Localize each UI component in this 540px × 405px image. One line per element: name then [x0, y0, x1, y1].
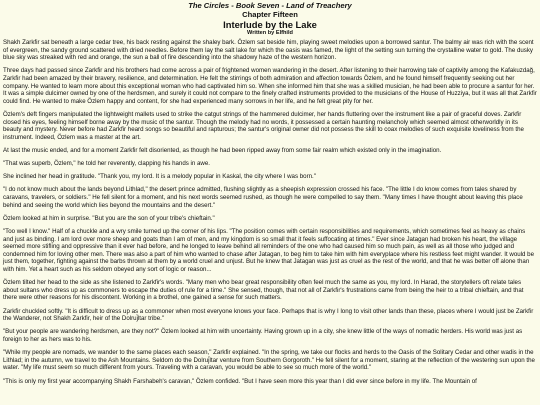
paragraph: "That was superb, Özlem," he told her reverently, clapping his hands in awe. [3, 160, 210, 168]
paragraph: At last the music ended, and for a moment Zarkfir felt disoriented, as though he had been ripped away from some fair realm which existed only in the imagination. [3, 146, 442, 154]
paragraph: "But your people are wandering herdsmen, are they not?" Özlem looked at him with uncertainty. Having grown up in a city, she knew little of the ways of nomadic herders. His world was just as foreign to her as hers was to his. [3, 328, 523, 343]
paragraph: "I do not know much about the lands beyond Lithlad," the desert prince admitted, flushing slightly as a sheepish expression crossed his face. "The little I do know comes from tales shared by caravans, travelers, or soldiers." He fell silent for a moment, and his next words seemed rushed, as though he were compelled to say them. "Many times I have thought about leaving this place behind and seeing the world which lies beyond the mountains and the desert." [3, 186, 523, 209]
paragraph: She inclined her head in gratitude. "Thank you, my lord. It is a melody popular in Kaskal, the city where I was born." [3, 173, 316, 181]
paragraph: Özlem tilted her head to the side as she listened to Zarkfir's words. "Many men who bear great responsibility often feel much the same as you, my lord. In Harad, the storytellers oft relate tales about sultans who dress up as commoners to escape the duties of rule for a time." She sensed, though, that not all of Zarkfir's frustrations came from being the heir to a tribal chieftain, and that there were other reasons for his discontent. Working in a brothel, one gained a sense for such matters. [3, 279, 524, 302]
paragraph: Shakh Zarkfir sat beneath a large cedar tree, his back resting against the shaley bark. Özlem sat beside him, playing sweet melodies upon a borrowed santur. The balmy air was rich with the scent of evergreen, the sandy ground scattered with dried needles. Before them lay the salt lake for which the oasis was famed, the light of the setting sun turning the crystalline water to gold. The dusky blue sky was streaked with red and orange, the sun a ball of fire descending into the shadowy haze of the western horizon. [3, 39, 534, 62]
paragraph: "While my people are nomads, we wander to the same places each season," Zarkfir explained. "In the spring, we take our flocks and herds to the Oasis of the Solitary Cedar and other wadis in the Lithlad; in the autumn, we travel to the Ash Mountains. Seldom do the Dolruj̈ltar venture from Southern Gorgoroth." He fell silent for a moment, staring at the reflection of the westering sun upon the water. "My life must seem so much different from yours. Traveling with a caravan, you would be able to see so much more of the world." [3, 349, 535, 372]
page-title: Interlude by the Lake [223, 19, 317, 30]
paragraph: "Too well I know." Half of a chuckle and a wry smile turned up the corner of his lips. "The position comes with certain responsibilities and requirements, which sometimes feel as heavy as chains and just as binding. I am lord over more sheep and goats than I am of men, and my kingdom is so small that it feels suffocating at times." Ever since Jatagan had broken his heart, the village seemed more stifling and oppressive than it ever had before, and he longed to leave behind all reminders of the one who had caused him so much pain, as well as all those who judged and condemned him for loving other men. There was also a part of him who wanted to chase after Jatagan, to beg him to take him with him everyplace where his restless feet might wander. It would be just them, together, fighting against the barbs thrown at them by a world cruel and unjust. But he knew that Jatagan was just as cruel as the rest of the world, and that he was better off alone than with him. Yet a heart such as his seldom obeyed any sort of logic or reason... [3, 228, 534, 273]
series-title: The Circles - Book Seven - Land of Treachery [188, 1, 352, 10]
paragraph: Özlem looked at him in surprise. "But you are the son of your tribe's chieftain." [3, 214, 215, 222]
story-body [3, 39, 537, 385]
paragraph: "This is only my first year accompanying Shakh Farshabeh's caravan," Özlem confided. "But I have seen more this year than I did ever since before in my life. The Mountain of [3, 377, 477, 385]
paragraph: Three days had passed since Zarkfir and his brothers had come across a pair of frightened women wandering in the desert. After listening to their harrowing tale of captivity among the Kafakuzdağ, Zarkfir had been amazed by their bravery, resilience, and determination. He felt the stirrings of both admiration and affection towards Özlem, and he found himself frequently seeking out her company. He wanted to learn more about this exceptional woman who had captivated him so. When she informed him that she was a skilled musician, he had been able to procure a santur for her. It was a simple dulcimer owned by one of the herdsmen, and surely it could not compare to the finely crafted instruments provided to the musicians of the House of Huzziya, but it was all that Zarkfir could find. He wanted to make Özlem happy and content, for she had experienced many sorrows in her life, and he felt great pity for her. [3, 67, 537, 105]
paragraph: Özlem's deft fingers manipulated the lightweight mallets used to strike the catgut strings of the hammered dulcimer, her hands fluttering over the instrument like a pair of graceful doves. Zarkfir closed his eyes, feeling himself borne away by the music of the santur. Though the melody had no words, it possessed a certain haunting melancholy which seemed almost otherworldly in its beauty and mystery. Never before had Zarkfir heard songs so beautiful and rapturous; the santur's original owner did not possess the skill to coax melodies of such exquisite loveliness from the instrument. Indeed, Özlem was a master at the art. [3, 110, 524, 141]
author-byline: Written by Elfhild [247, 30, 293, 36]
paragraph: Zarkfir chuckled softly. "It is difficult to dress up as a commoner when most everyone knows your face. Perhaps that is why I long to visit other lands than these, places where I would just be Zarkfir the Wanderer, not Shakh Zarkfir, heir of the Dolruj̈ltar tribe." [3, 307, 534, 323]
chapter-heading: Chapter Fifteen [242, 10, 298, 19]
